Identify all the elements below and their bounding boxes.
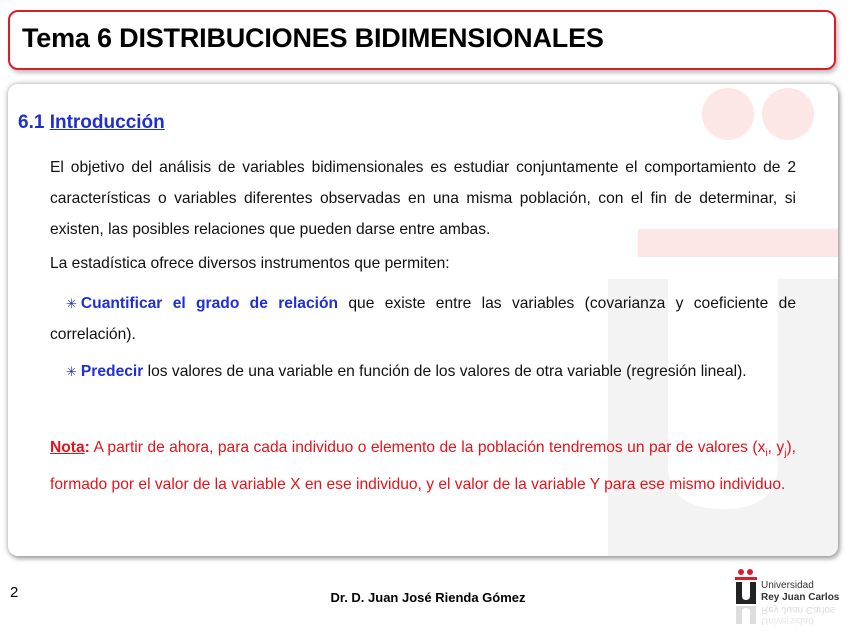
urjc-logo-icon — [733, 568, 759, 628]
section-number: 6.1 — [18, 112, 45, 133]
page-number: 2 — [10, 584, 19, 601]
tools-paragraph: La estadística ofrece diversos instrumentos que permiten: — [50, 255, 450, 272]
university-logo — [733, 568, 843, 632]
bullet-item-predict — [50, 356, 796, 387]
bullet-item-quantify — [50, 288, 796, 350]
bullet-bold-text: Cuantificar el grado de relación — [80, 295, 339, 312]
author-footer: Dr. D. Juan José Rienda Gómez — [330, 590, 526, 605]
asterisk-icon: ✳ — [66, 296, 77, 311]
bullet-rest-text: los valores de una variable en función de los valores de otra variable (regresión lineal). — [143, 363, 747, 380]
intro-paragraph: El objetivo del análisis de variables bidimensionales es estudiar conjuntamente el comportamiento de 2 características o variables diferentes observadas en una misma población, con el fin de determinar, si existen, las posibles relaciones que pueden darse entre ambas. — [50, 159, 796, 238]
section-name: Introducción — [49, 112, 165, 133]
note-text-after: ), formado por el valor de la variable X en ese individuo, y el valor de la variable Y para ese mismo individuo. — [50, 439, 796, 494]
bullet-bold-text: Predecir — [80, 363, 144, 380]
note-comma: , y — [767, 439, 785, 456]
logo-line-2: Rey Juan Carlos — [761, 592, 840, 603]
title-banner — [8, 10, 836, 70]
note-colon: : — [84, 439, 90, 456]
logo-reflection-2: Rey Juan Carlos — [761, 604, 835, 615]
subscript-j: j — [784, 448, 787, 460]
asterisk-icon: ✳ — [66, 364, 77, 379]
page-title: Tema 6 DISTRIBUCIONES BIDIMENSIONALES — [22, 23, 604, 53]
note-label: Nota — [50, 439, 85, 456]
note-paragraph — [50, 432, 796, 500]
section-heading — [18, 112, 165, 134]
content-panel — [8, 84, 838, 556]
logo-line-1: Universidad — [761, 580, 814, 591]
logo-reflection-1: Universidad — [761, 615, 814, 626]
bullet-rest-text: que existe entre las variables (covarianza y coeficiente de correlación). — [50, 295, 796, 343]
subscript-i: i — [765, 448, 768, 460]
note-text-before: A partir de ahora, para cada individuo o elemento de la población tendremos un par de valores (x — [89, 439, 766, 456]
